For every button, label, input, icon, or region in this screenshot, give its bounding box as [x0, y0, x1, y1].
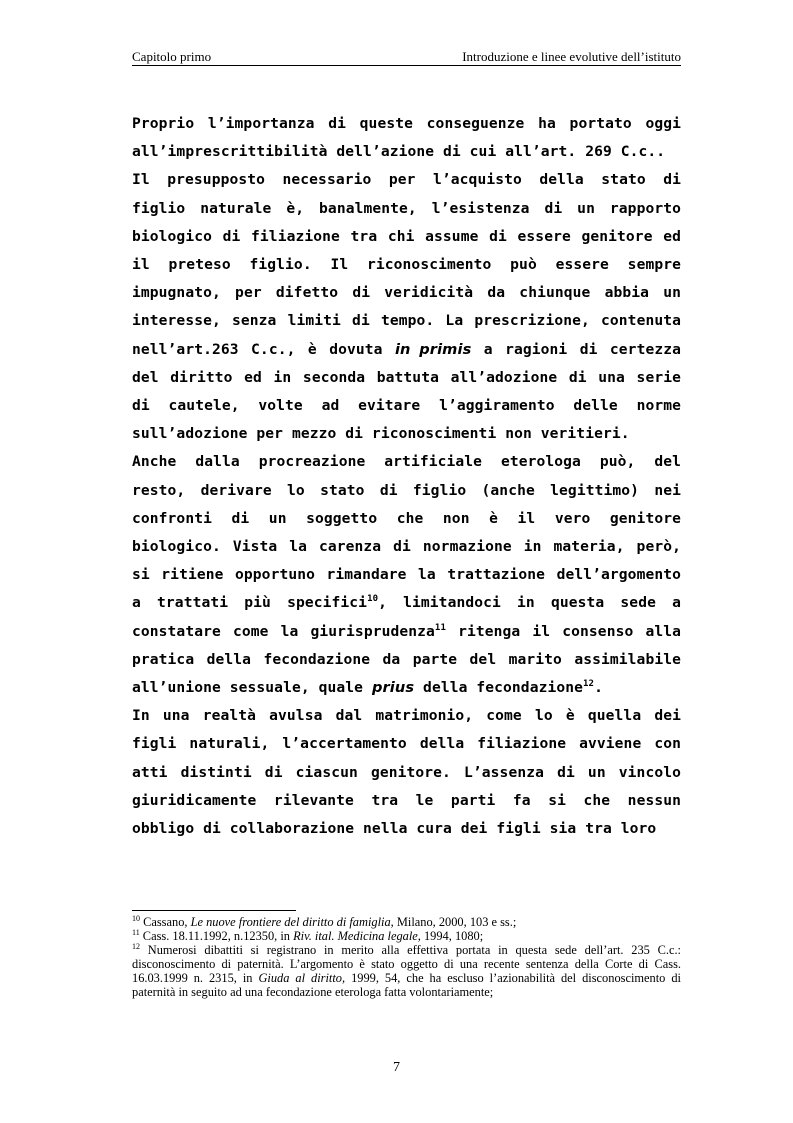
- page-number: 7: [393, 1060, 400, 1075]
- text-run: Milano, 2000, 103 e ss.;: [393, 915, 517, 929]
- text-run: 1999, 54, che ha escluso l’azionabilità del disconoscimento di paternità in seguito ad una fecondazione eterologa fatta volontariamente;: [132, 971, 681, 999]
- paragraph-4: In una realtà avulsa dal matrimonio, come lo è quella dei figli naturali, l’accertamento della filiazione avviene con atti distinti di ciascun genitore. L’assenza di un vincolo giuridicamente rilevante tra le parti fa si che nessun obbligo di collaborazione nella cura dei figli sia tra loro: [132, 707, 681, 838]
- header-chapter: Capitolo primo: [132, 49, 212, 64]
- paragraph-2: [132, 166, 681, 448]
- italic-term: prius: [371, 679, 415, 697]
- italic-title: Riv. ital. Medicina legale,: [293, 929, 421, 943]
- italic-title: Giuda al diritto,: [258, 971, 346, 985]
- text-run: , limitandoci in questa sede a constatare come la giurisprudenza: [132, 594, 681, 640]
- footnote-ref-10[interactable]: 10: [367, 594, 379, 605]
- paragraph-1: Proprio l’importanza di queste conseguenze ha portato oggi all’imprescrittibilità dell’azione di cui all’art. 269 C.c..: [132, 115, 681, 161]
- footnote-number: 11: [132, 927, 140, 937]
- footnote-number: 10: [132, 913, 140, 923]
- text-run: della fecondazione: [414, 679, 584, 697]
- text-run: ritenga il consenso alla pratica della fecondazione da parte del marito assimilabile all’unione sessuale, quale: [132, 622, 682, 697]
- footnote-ref-11[interactable]: 11: [434, 622, 446, 633]
- footnotes: [132, 915, 681, 999]
- text-run: Cassano,: [140, 915, 191, 929]
- footnote-ref-12[interactable]: 12: [583, 679, 595, 690]
- main-text: [132, 110, 681, 843]
- text-run: 1994, 1080;: [420, 929, 484, 943]
- text-run: a ragioni di certezza del diritto ed in seconda battuta all’adozione di una serie di cautele, volte ad evitare l’aggiramento delle norme sull’adozione per mezzo di riconoscimenti non veritieri.: [132, 340, 681, 443]
- text-run: Cass. 18.11.1992, n.12350, in: [139, 929, 294, 943]
- text-run: .: [594, 679, 603, 697]
- text-run: Il presupposto necessario per l’acquisto della stato di figlio naturale è, banalmente, l’esistenza di un rapporto biologico di filiazione tra chi assume di essere genitore ed il preteso figlio. Il riconoscimento può essere sempre impugnato, per difetto di veridicità da chiunque abbia un interesse, senza limiti di tempo. La prescrizione, contenuta nell’art.263 C.c., è dovuta: [132, 171, 681, 358]
- italic-term: in primis: [394, 340, 472, 358]
- italic-title: Le nuove frontiere del diritto di famiglia,: [190, 915, 394, 929]
- paragraph-3: [132, 448, 681, 702]
- text-run: Anche dalla procreazione artificiale eterologa può, del resto, derivare lo stato di figlio (anche legittimo) nei confronti di un soggetto che non è il vero genitore biologico. Vista la carenza di normazione in materia, però, si ritiene opportuno rimandare la trattazione dell’argomento a trattati più specifici: [132, 453, 681, 612]
- footnote-12: [132, 943, 681, 999]
- footnote-number: 12: [132, 941, 140, 951]
- text-run: Numerosi dibattiti si registrano in merito alla effettiva portata in questa sede dell’art. 235 C.c.: disconoscimento di paternità. L’argomento è stato oggetto di una recente sentenza della Corte di Cass. 16.03.1999 n. 2315, in: [132, 943, 681, 985]
- footnote-11: [132, 929, 681, 943]
- footnote-10: [132, 915, 681, 929]
- footnote-divider: [132, 910, 296, 911]
- header-section-title: Introduzione e linee evolutive dell’istituto: [462, 49, 681, 64]
- running-header: [132, 50, 681, 66]
